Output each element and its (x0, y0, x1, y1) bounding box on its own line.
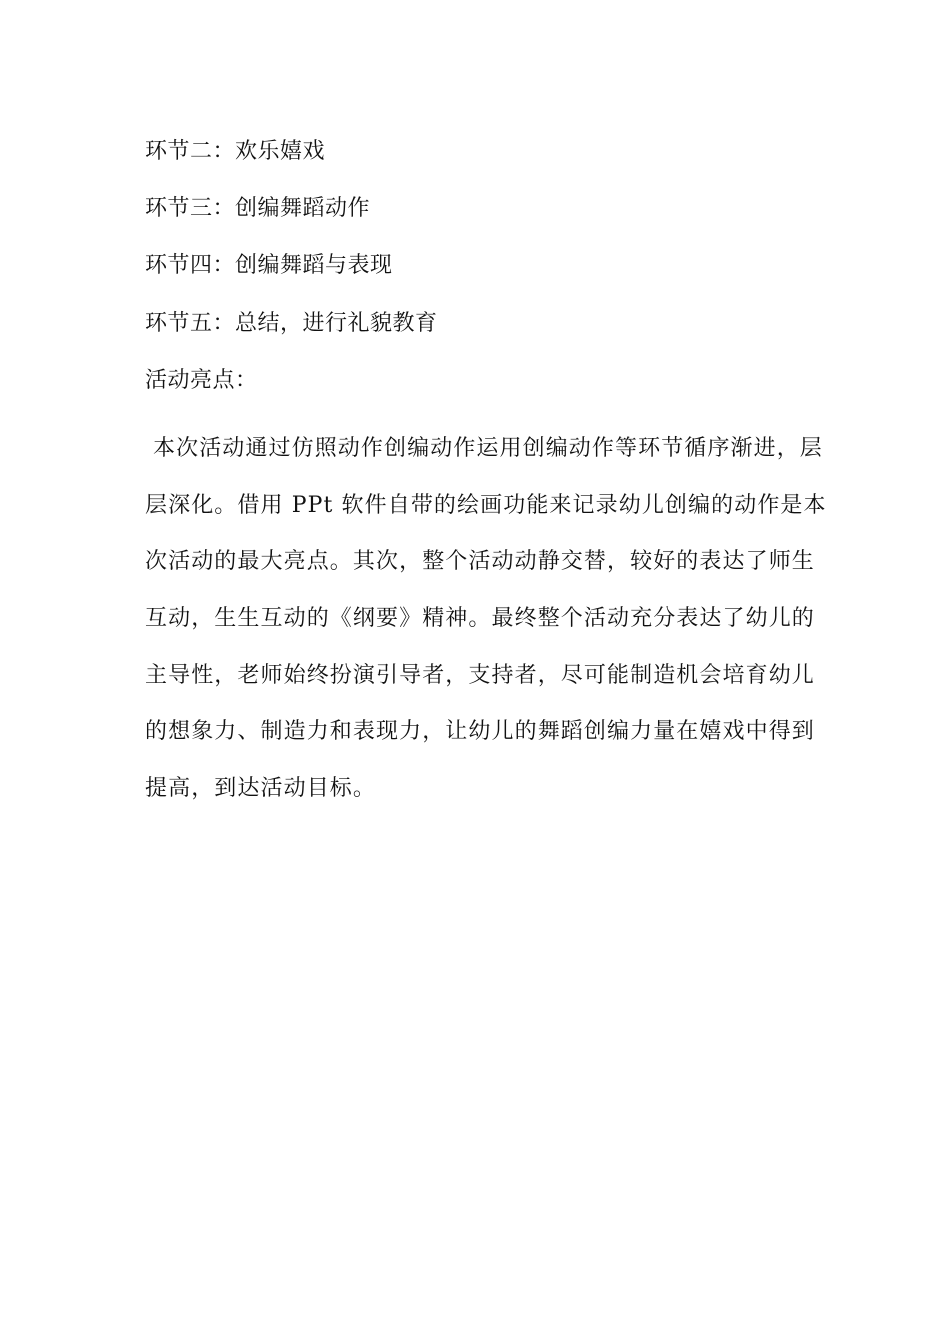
highlights-paragraph (145, 421, 827, 818)
paragraph-line: 互动，生生互动的《纲要》精神。最终整个活动充分表达了幼儿的 (145, 606, 815, 632)
paragraph-line: 主导性，老师始终扮演引导者，支持者，尽可能制造机会培育幼儿 (145, 662, 815, 688)
highlights-heading: 活动亮点： (145, 368, 258, 393)
paragraph-line: 次活动的最大亮点。其次，整个活动动静交替，较好的表达了师生 (145, 549, 815, 575)
paragraph-line: 提高，到达活动目标。 (145, 776, 377, 802)
paragraph-line: 本次活动通过仿照动作创编动作运用创编动作等环节循序渐进，层 (153, 436, 823, 461)
paragraph-line: 的想象力、制造力和表现力，让幼儿的舞蹈创编力量在嬉戏中得到 (145, 719, 815, 745)
step-3: 环节三：创编舞蹈动作 (145, 196, 371, 221)
step-5: 环节五：总结，进行礼貌教育 (145, 311, 438, 336)
step-4: 环节四：创编舞蹈与表现 (145, 253, 393, 278)
step-2: 环节二：欢乐嬉戏 (145, 139, 326, 164)
paragraph-line: 层深化。借用 PPt 软件自带的绘画功能来记录幼儿创编的动作是本 (145, 492, 827, 518)
